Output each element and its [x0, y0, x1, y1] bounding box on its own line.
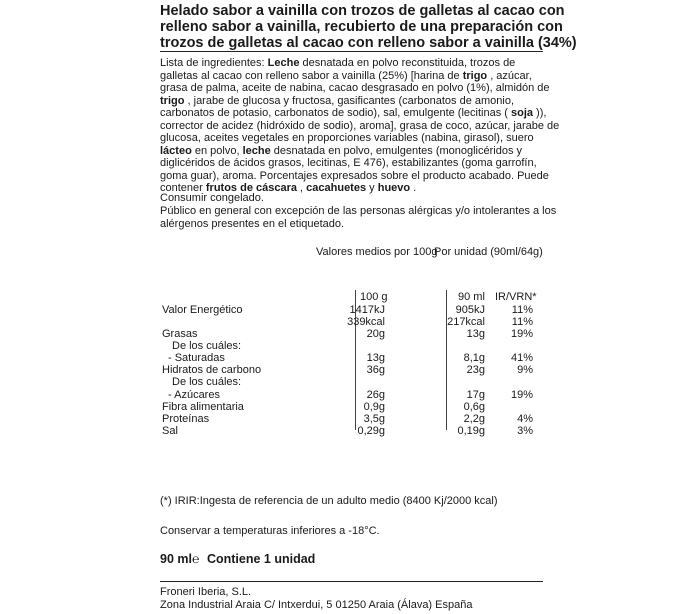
allergen-highlight: huevo — [377, 182, 411, 194]
title-line: relleno sabor a vainilla, recubierto de una preparación con — [160, 19, 563, 35]
ingredients-text: corrector de acidez (hidróxido de sodio), aroma], grasa de coco, azúcar, jarabe de — [160, 119, 560, 132]
allergen-note-line: Público en general con excepción de las personas alérgicas y/o intolerantes a los — [160, 205, 557, 217]
ingredients-line — [160, 132, 534, 145]
allergen-highlight: lácteo — [160, 144, 192, 157]
ingredients-line — [160, 70, 532, 83]
value-per-90ml: 13g — [466, 328, 485, 340]
value-per-100g: 20g — [366, 328, 385, 340]
values-per-100g-header: Valores medios por 100g — [316, 246, 438, 258]
nutrient-label: Sal — [162, 425, 178, 437]
nutrient-label: De los cuáles: — [172, 376, 242, 388]
company-name: Froneri Iberia, S.L. — [160, 586, 252, 598]
ingredients-text: glucosa, aceites vegetales en proporciones variables (nabina, girasol), suero — [160, 132, 534, 144]
value-per-90ml: 905kJ — [455, 304, 485, 316]
value-per-100g: 13g — [366, 352, 385, 364]
ingredients-text: carbonatos de potasio, carbonatos de sodio), sal, emulgente (lecitinas ( — [160, 107, 511, 119]
value-ir-percent: 9% — [517, 364, 533, 376]
ingredients-text: )), — [533, 107, 547, 119]
value-ir-percent: 4% — [517, 413, 533, 425]
nutrient-label: Hidratos de carbono — [162, 364, 262, 376]
column-header-ir: IR/VRN* — [495, 291, 537, 303]
allergen-highlight: trigo — [160, 94, 185, 107]
company-address: Zona Industrial Araia C/ Intxerdui, 5 01250 Araia (Álava) España — [160, 599, 473, 611]
ingredients-text: goma guar), aroma. Porcentajes expresados sobre el producto acabado. Puede — [160, 169, 549, 182]
value-per-100g: 36g — [366, 364, 385, 376]
ingredients-text: , azúcar, — [487, 69, 532, 82]
storage-frozen-text: Consumir congelado. — [160, 192, 264, 204]
column-header-100g: 100 g — [360, 291, 388, 303]
value-per-90ml: 217kcal — [447, 316, 485, 328]
quantity-contents: Contiene 1 unidad — [206, 552, 316, 566]
value-per-100g: 339kcal — [347, 316, 385, 328]
ingredients-text: diglicéridos de ácidos grasos, lecitinas, E 476), estabilizantes (goma garrofín, — [160, 157, 537, 169]
ingredients-text: galletas al cacao con relleno sabor a vainilla (25%) [harina de — [160, 69, 463, 82]
allergen-highlight: cacahuetes — [306, 182, 367, 194]
value-per-100g: 0,9g — [363, 401, 385, 413]
title-line: Helado sabor a vainilla con trozos de galletas al cacao con — [160, 3, 565, 19]
value-ir-percent: 19% — [510, 328, 533, 340]
allergen-highlight: trigo — [462, 69, 488, 82]
value-per-90ml: 17g — [466, 389, 485, 401]
ingredients-text: y — [366, 182, 378, 194]
quantity-amount: 90 ml — [160, 552, 192, 566]
ingredients-text: contener — [160, 182, 206, 194]
value-per-100g: 1417kJ — [349, 304, 385, 316]
ingredients-line — [160, 120, 559, 133]
nutrient-label: Valor Energético — [162, 304, 243, 316]
ingredients-line — [160, 170, 549, 183]
nutrient-label: Grasas — [162, 328, 198, 340]
value-per-90ml: 0,19g — [457, 425, 485, 437]
value-per-100g: 0,29g — [357, 425, 385, 437]
footnote: (*) IRIR:Ingesta de referencia de un adulto medio (8400 Kj/2000 kcal) — [160, 495, 498, 507]
nutrient-label: - Saturadas — [168, 352, 225, 364]
nutrient-label: Fibra alimentaria — [162, 401, 244, 413]
allergen-highlight: leche — [242, 144, 271, 157]
value-per-90ml: 23g — [466, 364, 485, 376]
ingredients-text: desnatada en polvo, emulgentes (monoglicéridos y — [270, 144, 523, 157]
ingredients-text: grasa de palma, aceite de nabina, cacao desgrasado en polvo (1%), almidón de — [160, 82, 550, 94]
nutrient-label: - Azúcares — [168, 389, 220, 401]
ingredients-line — [160, 95, 514, 108]
ingredients-text: , — [296, 182, 307, 194]
value-ir-percent: 41% — [510, 352, 533, 364]
ingredients-line — [160, 82, 550, 95]
value-ir-percent: 11% — [511, 304, 533, 316]
storage-temperature-text: Conservar a temperaturas inferiores a -18°C. — [160, 525, 380, 537]
allergen-highlight: frutos de cáscara — [205, 182, 297, 194]
allergen-note-line: alérgenos presentes en el etiquetado. — [160, 218, 345, 230]
title-line: trozos de galletas al cacao con relleno sabor a vainilla (34%) — [160, 35, 577, 51]
divider — [160, 581, 543, 582]
value-per-90ml: 8,1g — [463, 352, 485, 364]
nutrient-label: De los cuáles: — [172, 340, 242, 352]
ingredients-line — [160, 107, 546, 120]
value-per-90ml: 0,6g — [463, 401, 485, 413]
value-per-100g: 26g — [366, 389, 385, 401]
values-per-unit-header: Por unidad (90ml/64g) — [434, 246, 543, 258]
ingredients-line — [160, 157, 537, 170]
value-per-90ml: 2,2g — [463, 413, 485, 425]
estimated-sign-icon: ℮ — [191, 552, 200, 566]
nutrient-label: Proteínas — [162, 413, 210, 425]
allergen-highlight: soja — [510, 107, 533, 119]
ingredients-text: en polvo, — [191, 144, 243, 157]
value-ir-percent: 19% — [510, 389, 533, 401]
ingredients-text: Lista de ingredientes: — [160, 57, 268, 69]
value-per-100g: 3,5g — [363, 413, 385, 425]
ingredients-text: . — [410, 182, 417, 194]
allergen-highlight: Leche — [267, 57, 300, 69]
value-ir-percent: 3% — [517, 425, 533, 437]
ingredients-text: desnatada en polvo reconstituida, trozos de — [299, 57, 516, 69]
ingredients-line — [160, 145, 522, 158]
net-quantity — [160, 552, 315, 566]
ingredients-text: , jarabe de glucosa y fructosa, gasificantes (carbonatos de amonio, — [184, 94, 515, 107]
value-ir-percent: 11% — [511, 316, 533, 328]
divider — [160, 51, 543, 52]
ingredients-line — [160, 57, 515, 70]
column-header-90ml: 90 ml — [458, 291, 485, 303]
